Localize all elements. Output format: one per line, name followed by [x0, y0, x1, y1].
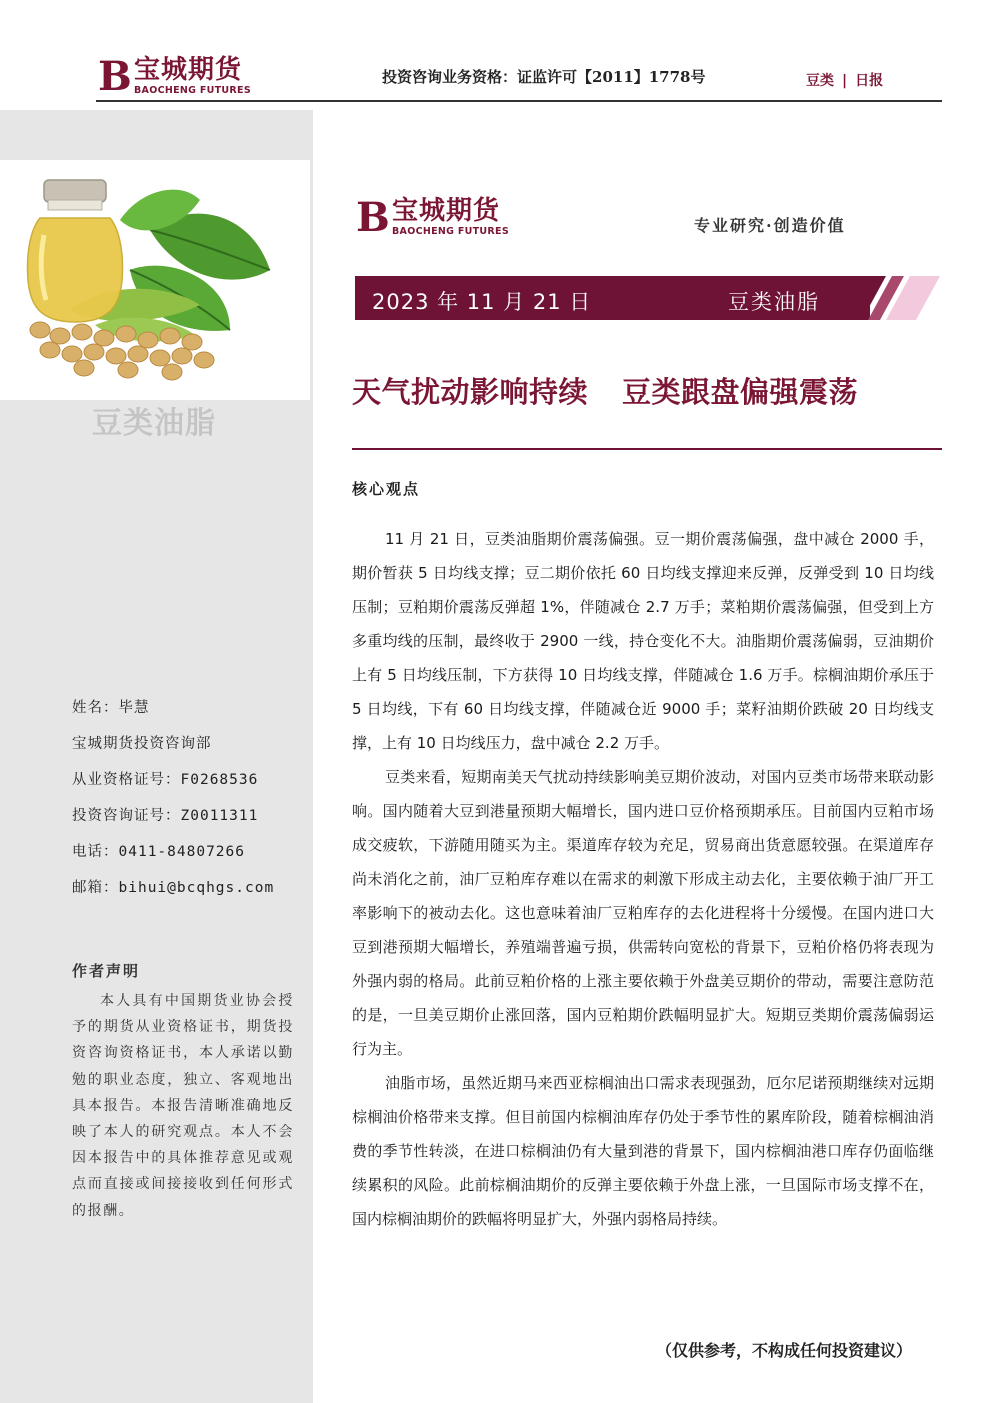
header-divider — [96, 100, 942, 102]
section-heading: 核心观点 — [352, 480, 421, 498]
report-title — [352, 370, 858, 411]
title-divider — [352, 448, 942, 450]
license-text: 投资咨询业务资格：证监许可【2011】1778号 — [382, 68, 706, 86]
header-logo — [98, 55, 258, 101]
report-date: 2023 年 11 月 21 日 — [372, 290, 592, 314]
analyst-name: 姓名：毕慧 — [72, 700, 150, 716]
analyst-phone: 电话：0411-84807266 — [72, 844, 245, 860]
sidebar-image-area — [0, 160, 310, 400]
report-tag — [806, 70, 883, 90]
header-logo-cn: 宝城期货 — [134, 55, 243, 85]
slogan: 专业研究·创造价值 — [694, 216, 846, 235]
report-title-part2: 豆类跟盘偏强震荡 — [622, 375, 859, 409]
paragraph-soybean-analysis: 豆类来看，短期南美天气扰动持续影响美豆期价波动，对国内豆类市场带来联动影响。国内随着大豆到港量预期大幅增长，国内进口豆价格预期承压。目前国内豆粕市场成交疲软，下游随用随买为主。渠道库存较为充足，贸易商出货意愿较强。在渠道库存尚未消化之前，油厂豆粕库存难以在需求的刺激下形成主动去化，主要依赖于油厂开工率影响下的被动去化。这也意味着油厂豆粕库存的去化进程将十分缓慢。在国内进口大豆到港预期大幅增长，养殖端普遍亏损，供需转向宽松的背景下，豆粕价格仍将表现为外强内弱的格局。此前豆粕价格的上涨主要依赖于外盘美豆期价的带动，需要注意防范的是，一旦美豆期价止涨回落，国内豆粕期价跌幅明显扩大。短期豆类期价震荡偏弱运行为主。 — [352, 768, 934, 1058]
main-logo-cn: 宝城期货 — [392, 196, 501, 226]
declaration-body: 本人具有中国期货业协会授予的期货从业资格证书，期货投资咨询资格证书，本人承诺以勤勉的职业态度，独立、客观地出具本报告。本报告清晰准确地反映了本人的研究观点。本人不会因本报告中的具体推荐意见或观点而直接或间接接收到任何形式的报酬。 — [72, 993, 294, 1219]
logo-mark-icon: B — [98, 53, 132, 100]
analyst-contact — [72, 690, 302, 906]
paragraph-market-summary: 11 月 21 日，豆类油脂期价震荡偏强。豆一期价震荡偏强，盘中减仓 2000 手，期价暂获 5 日均线支撑；豆二期价依托 60 日均线支撑迎来反弹，反弹受到 10 日均线压制；豆粕期价震荡反弹超 1%，伴随减仓 2.7 万手；菜粕期价震荡偏强，但受到上方多重均线的压制，最终收于 2900 一线，持仓变化不大。油脂期价震荡偏弱，豆油期价上有 5 日均线压制，下方获得 10 日均线支撑，伴随减仓 1.6 万手。棕榈油期价承压于 5 日均线，下有 60 日均线支撑，伴随减仓近 9000 手；菜籽油期价跌破 20 日均线支撑，上有 10 日均线压力，盘中减仓 2.2 万手。 — [352, 530, 934, 752]
banner-stripes-icon — [846, 276, 946, 320]
soybean-oil-illustration — [0, 160, 310, 400]
disclaimer: （仅供参考，不构成任何投资建议） — [656, 1341, 913, 1360]
analyst-consulting-id: 投资咨询证号：Z0011311 — [72, 808, 259, 824]
report-tag-category: 豆类 — [806, 73, 834, 89]
report-title-part1: 天气扰动影响持续 — [352, 375, 589, 409]
analyst-department: 宝城期货投资咨询部 — [72, 736, 212, 752]
main-logo-en: BAOCHENG FUTURES — [392, 226, 509, 237]
report-body — [352, 522, 934, 1236]
report-tag-type: 日报 — [855, 73, 884, 89]
sidebar-category: 豆类油脂 — [92, 406, 216, 441]
analyst-qualification-id: 从业资格证号：F0268536 — [72, 772, 259, 788]
header-logo-en: BAOCHENG FUTURES — [134, 85, 251, 96]
main-logo — [356, 196, 526, 242]
banner-category: 豆类油脂 — [728, 290, 820, 314]
main-logo-mark-icon: B — [356, 194, 390, 241]
report-tag-separator: | — [842, 73, 848, 89]
analyst-email: 邮箱：bihui@bcqhgs.com — [72, 880, 275, 896]
declaration-title: 作者声明 — [72, 962, 141, 980]
paragraph-oil-analysis: 油脂市场，虽然近期马来西亚棕榈油出口需求表现强劲，厄尔尼诺预期继续对远期棕榈油价格带来支撑。但目前国内棕榈油库存仍处于季节性的累库阶段，随着棕榈油消费的季节性转淡，在进口棕榈油仍有大量到港的背景下，国内棕榈油港口库存仍面临继续累积的风险。此前棕榈油期价的反弹主要依赖于外盘上涨，一旦国际市场支撑不在，国内棕榈油期价的跌幅将明显扩大，外强内弱格局持续。 — [352, 1074, 934, 1228]
